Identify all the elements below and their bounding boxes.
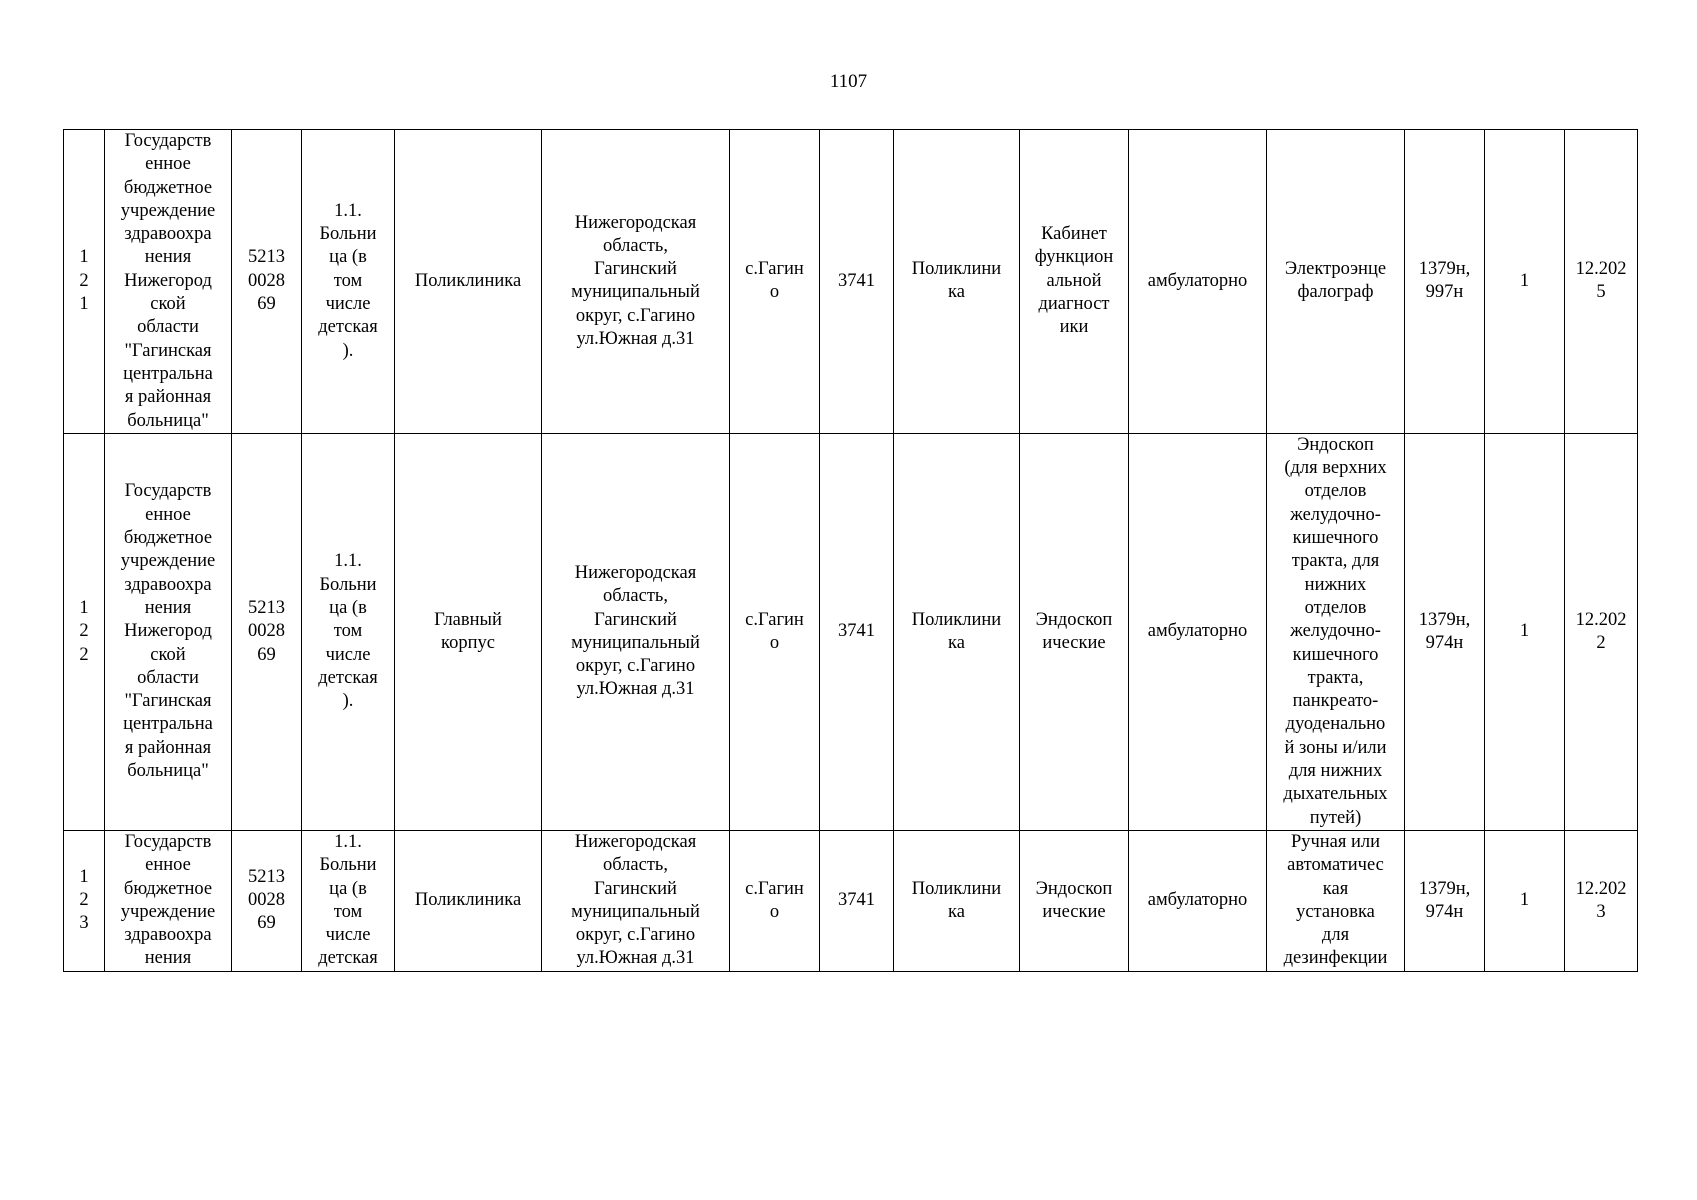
facility-type-line: ца (в [329,597,367,618]
organization-line: ской [150,644,186,665]
care-mode-cell [1129,130,1267,434]
quantity-cell [1485,433,1565,830]
equipment-line: тракта, [1307,667,1364,688]
order-ref-cell [1405,433,1485,830]
org-code-line: 5213 [248,597,285,618]
table-row [64,433,1638,830]
address-cell [542,830,730,971]
locality-line: о [769,632,780,653]
cabinet-line: Эндоскоп [1035,878,1113,899]
org-code-line: 5213 [248,247,285,268]
date-cell [1565,830,1638,971]
cabinet-line: Кабинет [1041,224,1107,245]
facility-type-line: Больни [319,574,377,595]
organization-line: здравоохра [124,925,212,946]
facility-type-line: детская [318,317,378,338]
row-number-line: 3 [79,913,89,934]
table-row [64,130,1638,434]
org-code-line: 69 [257,294,276,315]
facility-type-line: том [333,901,363,922]
order-ref-line: 974н [1425,632,1464,653]
equipment-line: дуоденально [1285,714,1386,735]
address-line: ул.Южная д.31 [576,329,695,350]
equipment-line: нижних [1304,574,1367,595]
unit-line: ка [948,282,965,303]
cabinet-line: ические [1042,632,1106,653]
address-line: Нижегородская [574,562,697,583]
organization-line: бюджетное [123,177,213,198]
org-code-line: 0028 [248,621,285,642]
unit-line: ка [948,632,965,653]
address-line: Гагинский [594,878,677,899]
unit-line: Поликлини [911,609,1002,630]
org-code-cell [232,130,302,434]
facility-type-line: ). [342,340,354,361]
address-line: муниципальный [571,632,700,653]
table-body [64,130,1638,972]
organization-line: Государств [124,481,212,502]
address-line: область, [602,235,668,256]
equipment-line: кишечного [1292,644,1379,665]
equipment-line: отделов [1304,481,1367,502]
organization-line: "Гагинская [124,340,212,361]
building-cell [395,433,542,830]
equipment-line: кая [1322,878,1349,899]
organization-line: енное [145,504,191,525]
facility-type-cell [302,130,395,434]
facility-type-line: том [333,621,363,642]
equipment-line: панкреато- [1292,691,1379,712]
care-mode-line: амбулаторно [1147,270,1248,291]
equipment-table [63,129,1638,972]
row-number-line: 1 [79,597,89,618]
unit-line: ка [948,901,965,922]
index-code-cell [820,130,894,434]
org-code-line: 0028 [248,890,285,911]
organization-cell [105,130,232,434]
locality-line: о [769,282,780,303]
cabinet-line: диагност [1038,294,1110,315]
org-code-cell [232,830,302,971]
organization-line: енное [145,855,191,876]
cabinet-cell [1020,433,1129,830]
quantity-cell [1485,130,1565,434]
address-line: муниципальный [571,901,700,922]
facility-type-line: детская [318,948,378,969]
equipment-line: й зоны и/или [1284,737,1387,758]
facility-type-cell [302,830,395,971]
organization-line: Государств [124,831,212,852]
organization-cell [105,433,232,830]
address-line: округ, с.Гагино [575,305,696,326]
org-code-line: 69 [257,913,276,934]
date-line: 5 [1596,282,1606,303]
address-line: округ, с.Гагино [575,656,696,677]
order-ref-line: 1379н, [1418,259,1471,280]
organization-line: нения [144,597,192,618]
organization-line: "Гагинская [124,691,212,712]
facility-type-line: Больни [319,224,377,245]
equipment-line: желудочно- [1290,621,1381,642]
facility-type-line: ). [342,691,354,712]
row-number-cell [64,433,105,830]
equipment-line: фалограф [1297,282,1374,303]
cabinet-line: альной [1046,270,1102,291]
locality-line: с.Гагин [745,259,804,280]
organization-line: центральна [123,714,213,735]
unit-cell [894,830,1020,971]
address-line: Гагинский [594,609,677,630]
equipment-line: отделов [1304,597,1367,618]
address-line: Гагинский [594,259,677,280]
address-line: Нижегородская [574,831,697,852]
facility-type-line: числе [325,644,371,665]
equipment-line: Электроэнце [1284,259,1387,280]
address-line: Нижегородская [574,212,697,233]
date-cell [1565,433,1638,830]
care-mode-line: амбулаторно [1147,890,1248,911]
organization-line: больница" [127,410,209,431]
organization-line: нения [144,247,192,268]
order-ref-line: 974н [1425,901,1464,922]
facility-type-line: Больни [319,855,377,876]
date-line: 12.202 [1575,259,1627,280]
org-code-line: 5213 [248,866,285,887]
quantity-cell [1485,830,1565,971]
locality-line: с.Гагин [745,878,804,899]
quantity-line: 1 [1519,621,1530,642]
equipment-line: Эндоскоп [1297,434,1374,455]
date-line: 2 [1596,632,1606,653]
building-cell [395,130,542,434]
order-ref-line: 1379н, [1418,609,1471,630]
index-code-cell [820,830,894,971]
organization-line: я районная [124,387,212,408]
locality-line: о [769,901,780,922]
building-line: корпус [441,632,495,653]
organization-line: учреждение [120,200,216,221]
organization-line: здравоохра [124,224,212,245]
unit-cell [894,130,1020,434]
unit-cell [894,433,1020,830]
equipment-line: (для верхних [1284,458,1387,479]
locality-cell [730,830,820,971]
index-code-line: 3741 [838,621,875,642]
equipment-line: для нижних [1288,761,1383,782]
row-number-line: 1 [79,866,89,887]
unit-line: Поликлини [911,878,1002,899]
care-mode-cell [1129,830,1267,971]
equipment-line: Ручная или [1290,831,1381,852]
date-line: 3 [1596,901,1606,922]
care-mode-cell [1129,433,1267,830]
row-number-line: 1 [79,294,89,315]
organization-line: учреждение [120,551,216,572]
organization-line: Нижегород [124,621,212,642]
address-line: область, [602,586,668,607]
table-row [64,830,1638,971]
facility-type-line: детская [318,667,378,688]
row-number-cell [64,130,105,434]
organization-line: Нижегород [124,270,212,291]
row-number-line: 2 [79,270,89,291]
address-line: область, [602,855,668,876]
equipment-line: желудочно- [1290,504,1381,525]
address-line: ул.Южная д.31 [576,679,695,700]
cabinet-line: ические [1042,901,1106,922]
facility-type-line: числе [325,925,371,946]
organization-line: Государств [124,131,212,151]
facility-type-line: ца (в [329,247,367,268]
org-code-line: 0028 [248,270,285,291]
cabinet-cell [1020,130,1129,434]
locality-cell [730,433,820,830]
organization-cell [105,830,232,971]
organization-line: нения [144,948,192,969]
organization-line: области [137,317,199,338]
facility-type-line: 1.1. [334,200,362,221]
facility-type-line: числе [325,294,371,315]
cabinet-line: Эндоскоп [1035,609,1113,630]
row-number-cell [64,830,105,971]
locality-line: с.Гагин [745,609,804,630]
org-code-line: 69 [257,644,276,665]
address-line: муниципальный [571,282,700,303]
row-number-line: 2 [79,644,89,665]
organization-line: здравоохра [124,574,212,595]
address-line: округ, с.Гагино [575,925,696,946]
index-code-line: 3741 [838,890,875,911]
organization-line: учреждение [120,901,216,922]
address-line: ул.Южная д.31 [576,948,695,969]
equipment-line: автоматичес [1287,855,1384,876]
organization-line: бюджетное [123,528,213,549]
equipment-line: дыхательных [1283,784,1388,805]
date-line: 12.202 [1575,878,1627,899]
facility-type-line: ца (в [329,878,367,899]
facility-type-cell [302,433,395,830]
organization-line: ской [150,294,186,315]
page-number: 1107 [829,71,868,92]
cabinet-cell [1020,830,1129,971]
locality-cell [730,130,820,434]
facility-type-line: том [333,270,363,291]
order-ref-line: 997н [1425,282,1464,303]
equipment-line: тракта, для [1291,551,1380,572]
row-number-line: 2 [79,621,89,642]
equipment-line: путей) [1309,807,1362,828]
organization-line: енное [145,154,191,175]
index-code-line: 3741 [838,270,875,291]
quantity-line: 1 [1519,270,1530,291]
organization-line: центральна [123,363,213,384]
index-code-cell [820,433,894,830]
equipment-line: дезинфекции [1283,948,1388,969]
building-line: Поликлиника [414,890,522,911]
care-mode-line: амбулаторно [1147,621,1248,642]
facility-type-line: 1.1. [334,551,362,572]
organization-line: области [137,667,199,688]
order-ref-cell [1405,130,1485,434]
equipment-line: для [1321,925,1350,946]
cabinet-line: функцион [1034,247,1114,268]
organization-line: я районная [124,737,212,758]
building-cell [395,830,542,971]
order-ref-line: 1379н, [1418,878,1471,899]
equipment-line: установка [1296,901,1375,922]
organization-line: бюджетное [123,878,213,899]
equipment-line: кишечного [1292,528,1379,549]
quantity-line: 1 [1519,890,1530,911]
date-cell [1565,130,1638,434]
building-line: Поликлиника [414,270,522,291]
address-cell [542,433,730,830]
unit-line: Поликлини [911,259,1002,280]
row-number-line: 2 [79,890,89,911]
cabinet-line: ики [1059,317,1089,338]
organization-line: больница" [127,761,209,782]
org-code-cell [232,433,302,830]
building-line: Главный [434,609,502,630]
address-cell [542,130,730,434]
date-line: 12.202 [1575,609,1627,630]
facility-type-line: 1.1. [334,831,362,852]
equipment-cell [1267,433,1405,830]
row-number-line: 1 [79,247,89,268]
equipment-cell [1267,830,1405,971]
order-ref-cell [1405,830,1485,971]
equipment-cell [1267,130,1405,434]
